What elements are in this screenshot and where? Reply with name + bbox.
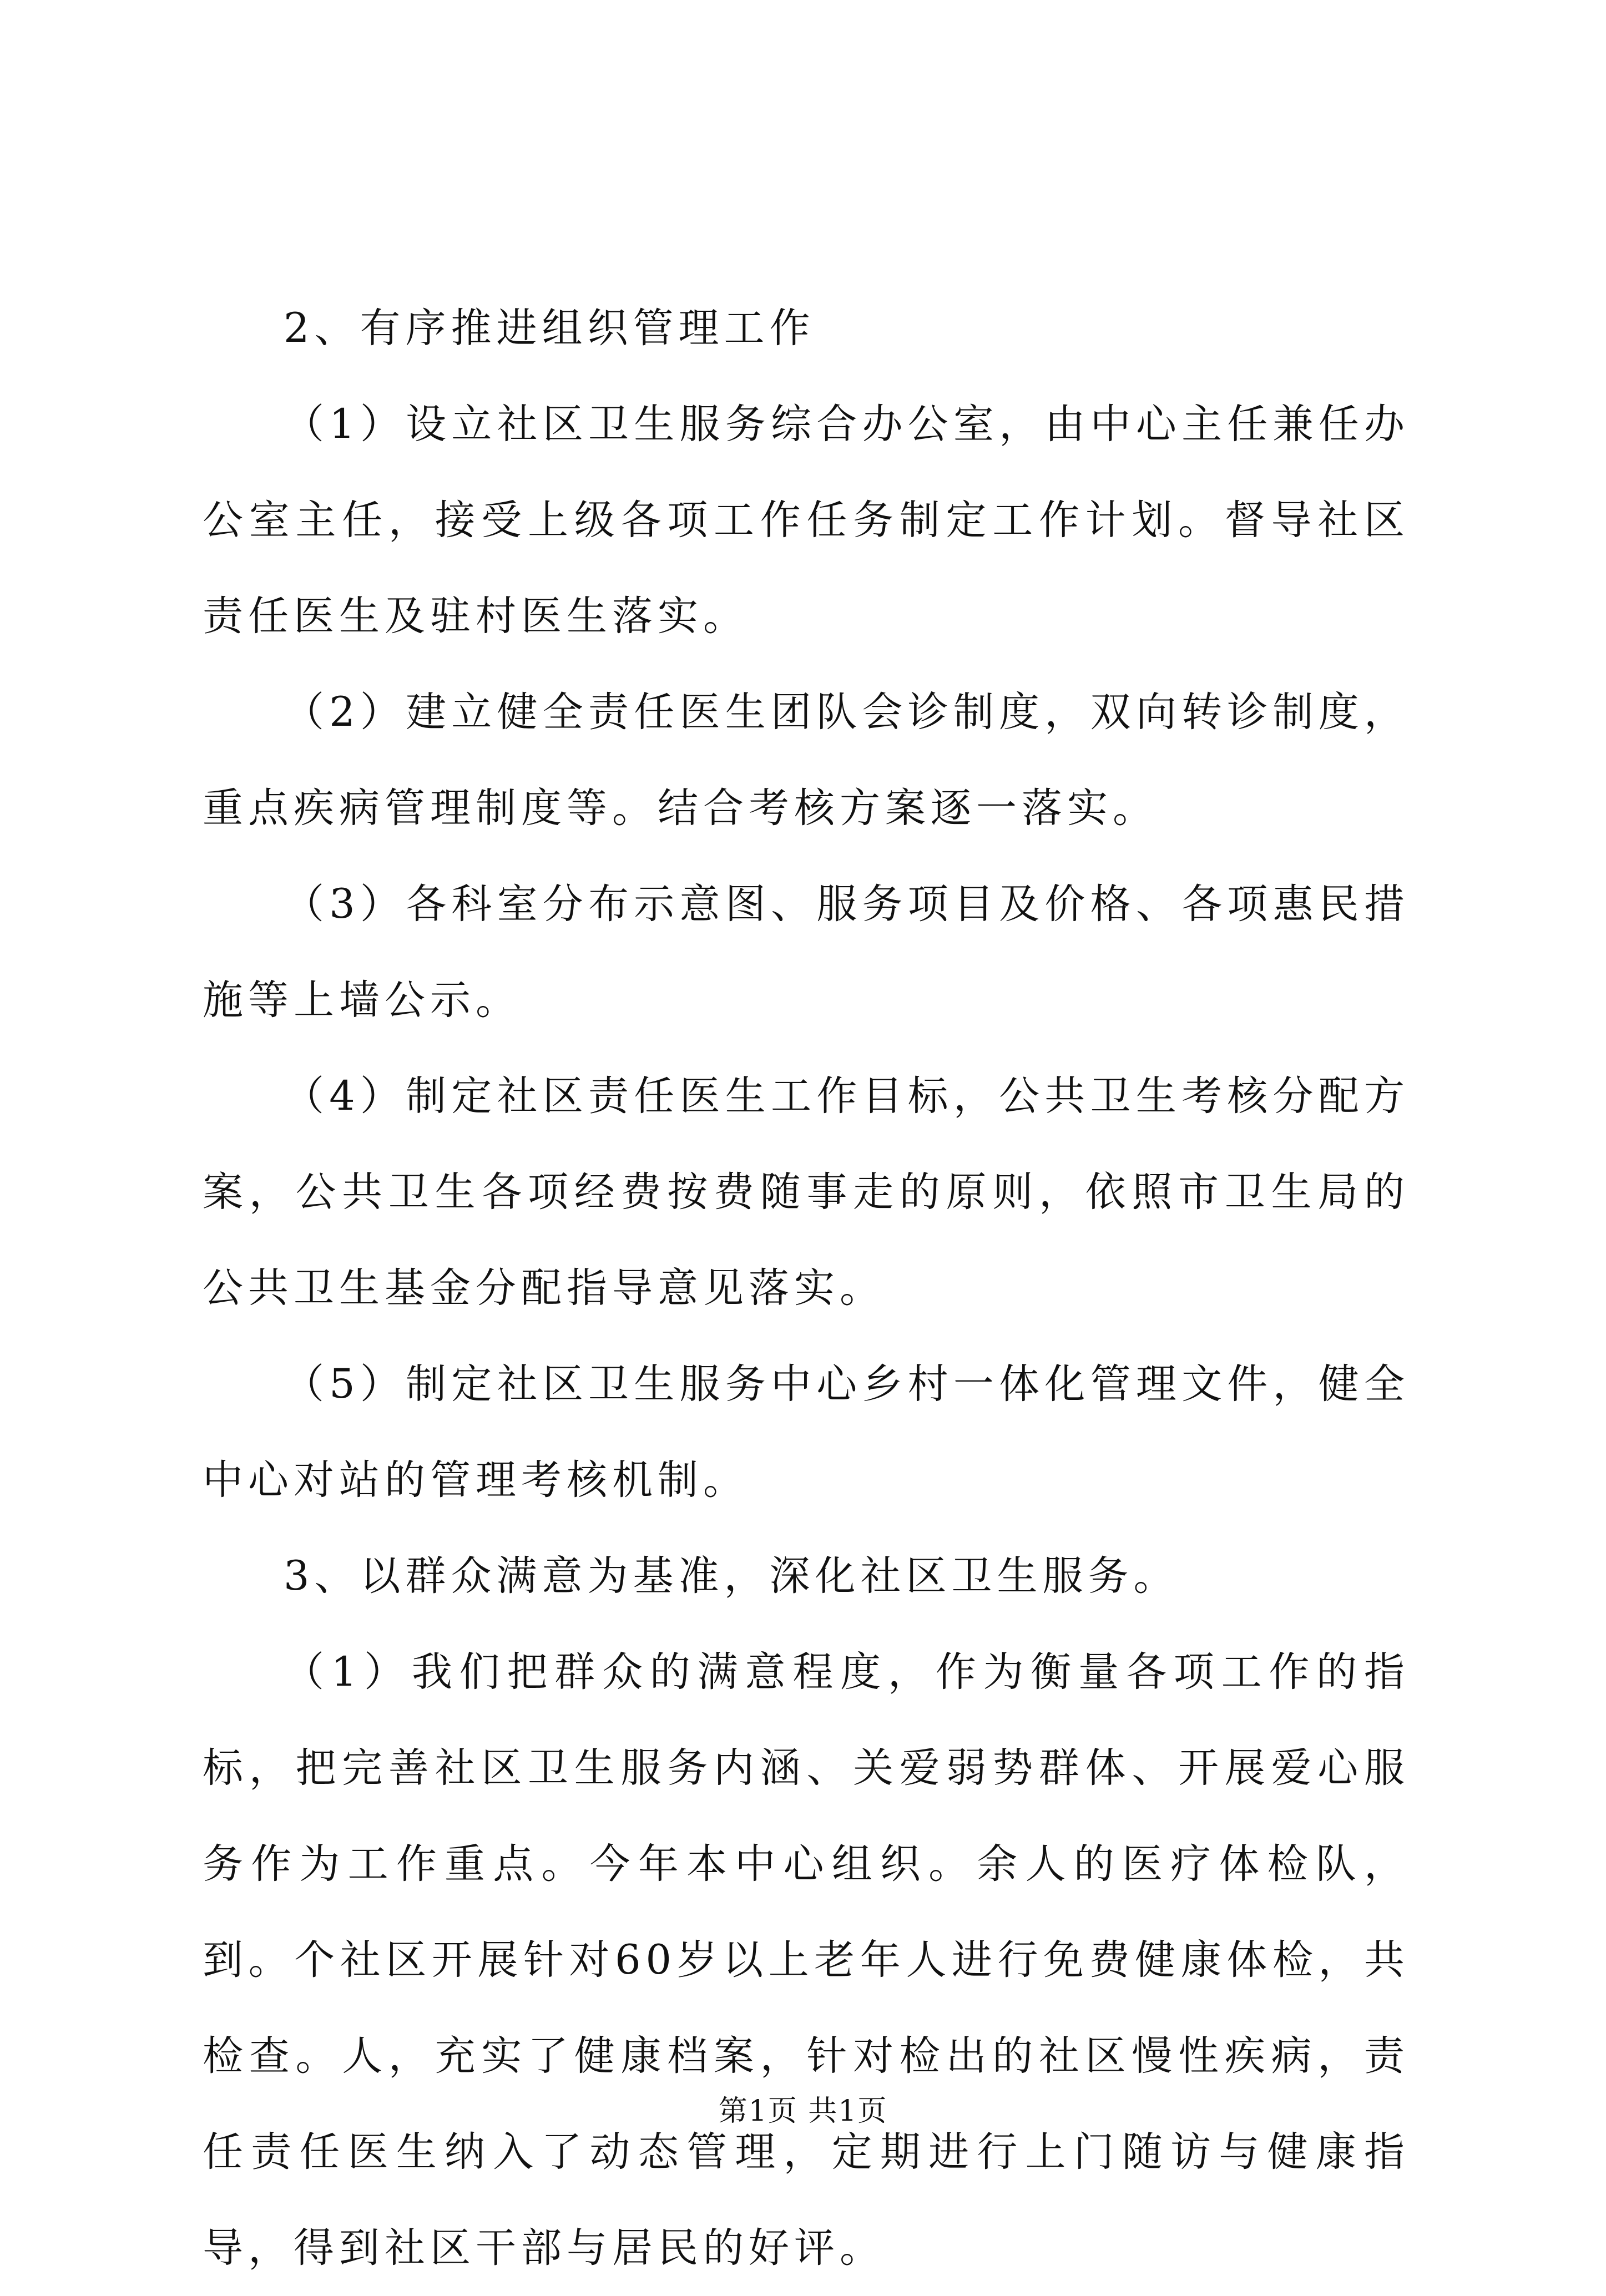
paragraph-2-1: （1）设立社区卫生服务综合办公室，由中心主任兼任办公室主任，接受上级各项工作任务制定工作计划。督导社区责任医生及驻村医生落实。 xyxy=(203,401,1410,640)
paragraph-2-2: （2）建立健全责任医生团队会诊制度，双向转诊制度，重点疾病管理制度等。结合考核方案逐一落实。 xyxy=(203,689,1410,832)
page-footer: 第1页 共1页 xyxy=(718,2095,888,2128)
paragraph-2-4: （4）制定社区责任医生工作目标，公共卫生考核分配方案，公共卫生各项经费按费随事走的原则，依照市卫生局的公共卫生基金分配指导意见落实。 xyxy=(203,1073,1410,1312)
section-heading-2: 2、有序推进组织管理工作 xyxy=(284,305,815,352)
paragraph-2-5: （5）制定社区卫生服务中心乡村一体化管理文件，健全中心对站的管理考核机制。 xyxy=(203,1361,1410,1504)
paragraph-2-3: （3）各科室分布示意图、服务项目及价格、各项惠民措施等上墙公示。 xyxy=(203,881,1410,1024)
paragraph-3-1: （1）我们把群众的满意程度，作为衡量各项工作的指标，把完善社区卫生服务内涵、关爱弱势群体、开展爱心服务作为工作重点。今年本中心组织。余人的医疗体检队，到。个社区开展针对60岁以上老年人进行免费健康体检，共检查。人，充实了健康档案，针对检出的社区慢性疾病，责任责任医生纳入了动态管理，定期进行上门随访与健康指导，得到社区干部与居民的好评。 xyxy=(203,1648,1410,2272)
document-body xyxy=(203,280,1410,2296)
section-heading-3: 3、以群众满意为基准，深化社区卫生服务。 xyxy=(284,1552,1179,1600)
